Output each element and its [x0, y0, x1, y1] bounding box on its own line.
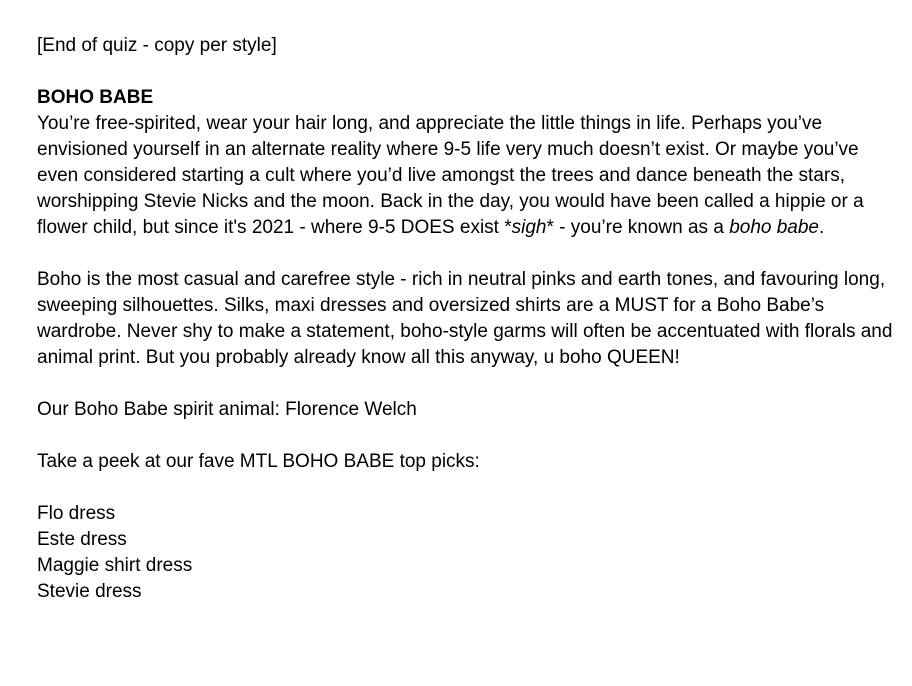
- picks-intro: Take a peek at our fave MTL BOHO BABE top picks:: [37, 451, 480, 472]
- spacer: [37, 59, 897, 85]
- pick-item: Stevie dress: [37, 581, 142, 602]
- pick-item: Flo dress: [37, 503, 116, 524]
- spacer: [37, 241, 897, 267]
- style-title: BOHO BABE: [37, 87, 154, 108]
- header-note: [End of quiz - copy per style]: [37, 35, 277, 56]
- spacer: [37, 371, 897, 397]
- intro-text-2: * - you’re known as a: [546, 217, 730, 238]
- spacer: [37, 475, 897, 501]
- intro-text-3: .: [819, 217, 825, 238]
- intro-text-1: You’re free-spirited, wear your hair long, and appreciate the little things in life. Perhaps you’ve envisioned yourself in an alternate reality where 9-5 life very much doesn’t exist. Or maybe you’ve even considered starting a cult where you’d live amongst the trees and dance beneath the stars, worshipping Stevie Nicks and the moon. Back in the day, you would have been called a hippie or a flower child, but since it's 2021 - where 9-5 DOES exist *: [37, 113, 864, 238]
- intro-italic-boho-babe: boho babe: [729, 217, 820, 238]
- intro-italic-sigh: sigh: [511, 217, 547, 238]
- spacer: [37, 423, 897, 449]
- picks-list: [37, 501, 897, 605]
- intro-paragraph: [37, 111, 897, 241]
- document-body: [37, 33, 897, 605]
- pick-item: Este dress: [37, 529, 127, 550]
- pick-item: Maggie shirt dress: [37, 555, 193, 576]
- spirit-animal: Our Boho Babe spirit animal: Florence Welch: [37, 399, 417, 420]
- description-paragraph: Boho is the most casual and carefree style - rich in neutral pinks and earth tones, and favouring long, sweeping silhouettes. Silks, maxi dresses and oversized shirts are a MUST for a Boho Babe’s wardrobe. Never shy to make a statement, boho-style garms will often be accentuated with florals and animal print. But you probably already know all this anyway, u boho QUEEN!: [37, 269, 893, 368]
